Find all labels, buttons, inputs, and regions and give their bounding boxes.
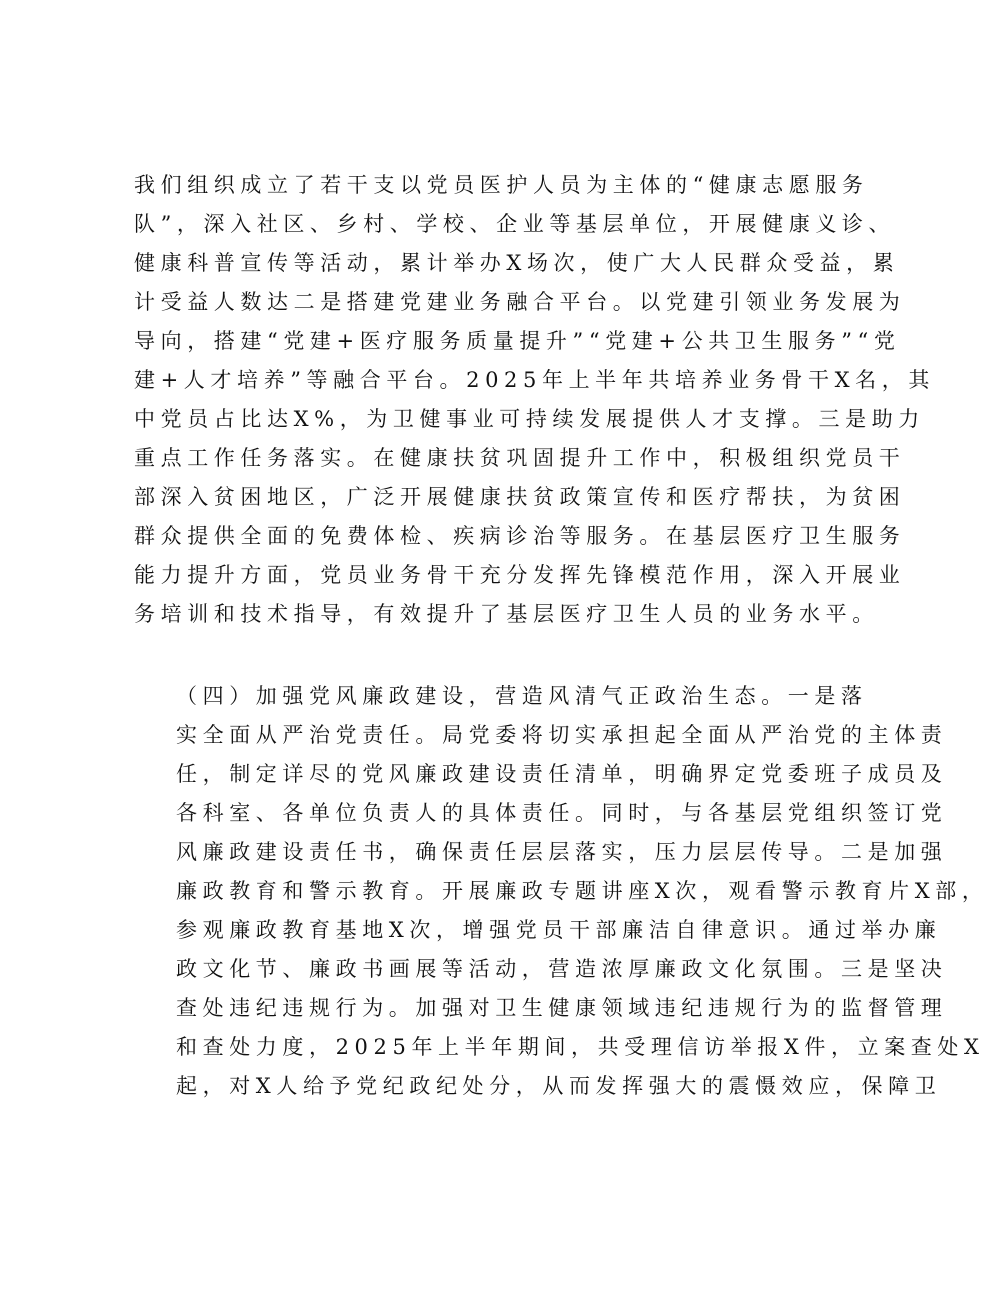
paragraph-1-line-11: 能力提升方面，党员业务骨干充分发挥先锋模范作用，深入开展业 xyxy=(134,563,906,587)
paragraph-1-line-12: 务培训和技术指导，有效提升了基层医疗卫生人员的业务水平。 xyxy=(134,602,879,626)
paragraph-1-line-1: 我们组织成立了若干支以党员医护人员为主体的“健康志愿服务 xyxy=(134,173,869,197)
paragraph-1-line-7: 中党员占比达X%，为卫健事业可持续发展提供人才支撑。三是助力 xyxy=(134,407,925,431)
paragraph-2-line-7: 参观廉政教育基地X次，增强党员干部廉洁自律意识。通过举办廉 xyxy=(176,918,942,942)
body-paragraph-1 xyxy=(134,166,935,634)
paragraph-1-line-8: 重点工作任务落实。在健康扶贫巩固提升工作中，积极组织党员干 xyxy=(134,446,906,470)
paragraph-2-line-6: 廉政教育和警示教育。开展廉政专题讲座X次，观看警示教育片X部， xyxy=(176,879,989,903)
paragraph-1-line-5: 导向，搭建“党建+医疗服务质量提升”“党建+公共卫生服务”“党 xyxy=(134,329,901,353)
paragraph-1-line-9: 部深入贫困地区，广泛开展健康扶贫政策宣传和医疗帮扶，为贫困 xyxy=(134,485,906,509)
paragraph-2-line-9: 查处违纪违规行为。加强对卫生健康领域违纪违规行为的监督管理 xyxy=(176,996,948,1020)
body-paragraph-2 xyxy=(134,677,989,1106)
paragraph-2-line-8: 政文化节、廉政书画展等活动，营造浓厚廉政文化氛围。三是坚决 xyxy=(176,957,948,981)
paragraph-1-line-4: 计受益人数达二是搭建党建业务融合平台。以党建引领业务发展为 xyxy=(134,290,906,314)
paragraph-2-line-2: 实全面从严治党责任。局党委将切实承担起全面从严治党的主体责 xyxy=(176,723,948,747)
paragraph-1-line-10: 群众提供全面的免费体检、疾病诊治等服务。在基层医疗卫生服务 xyxy=(134,524,906,548)
paragraph-1-line-3: 健康科普宣传等活动，累计举办X场次，使广大人民群众受益，累 xyxy=(134,251,900,275)
paragraph-2-line-10: 和查处力度，2025年上半年期间，共受理信访举报X件，立案查处X xyxy=(176,1035,985,1059)
paragraph-1-line-6: 建+人才培养”等融合平台。2025年上半年共培养业务骨干X名，其 xyxy=(134,368,935,392)
paragraph-1-line-2: 队”，深入社区、乡村、学校、企业等基层单位，开展健康义诊、 xyxy=(134,212,896,236)
paragraph-2-line-1: （四）加强党风廉政建设，营造风清气正政治生态。一是落 xyxy=(176,684,868,708)
paragraph-2-line-3: 任，制定详尽的党风廉政建设责任清单，明确界定党委班子成员及 xyxy=(176,762,948,786)
paragraph-2-line-11: 起，对X人给予党纪政纪处分，从而发挥强大的震慑效应，保障卫 xyxy=(176,1074,942,1098)
paragraph-2-line-4: 各科室、各单位负责人的具体责任。同时，与各基层党组织签订党 xyxy=(176,801,948,825)
paragraph-2-line-5: 风廉政建设责任书，确保责任层层落实，压力层层传导。二是加强 xyxy=(176,840,948,864)
